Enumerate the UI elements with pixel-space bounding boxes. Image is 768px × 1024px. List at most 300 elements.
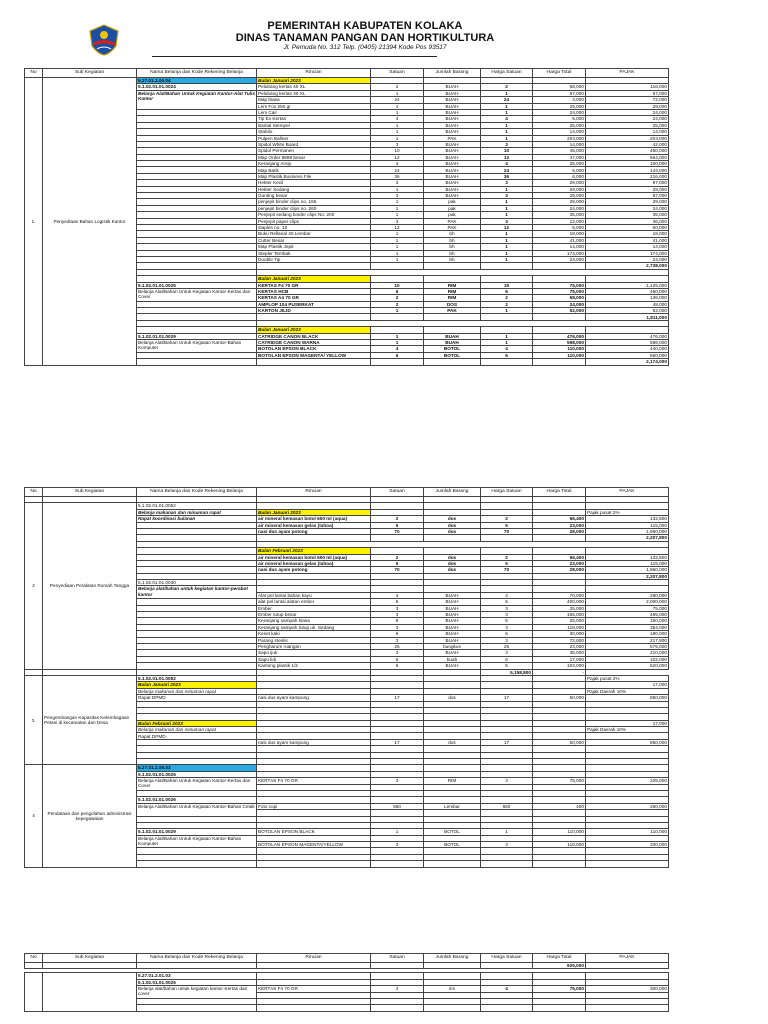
row-pajak: 75,000	[586, 605, 669, 611]
col-sub-kegiatan: Sub Kegiatan	[43, 488, 137, 497]
row-harga-total: 75,000	[533, 986, 586, 992]
row-harga-total: 3,000	[533, 97, 586, 103]
row-pajak: 2,738,000	[586, 263, 669, 269]
row-pajak	[586, 861, 669, 867]
row-jumlah	[424, 861, 481, 867]
row-nama-belanja: Belanja makanan dan minuman rapat	[137, 688, 257, 694]
row-pajak: 1,960,000	[586, 567, 669, 573]
row-pajak: 2,000,000	[586, 599, 669, 605]
row-pajak: 60,000	[586, 224, 669, 230]
col-jumlah-barang: Jumlah Barang	[424, 69, 481, 78]
row-nama-belanja: 5.1.02.01.01.0026	[137, 797, 257, 803]
row-jumlah: BUAH	[424, 148, 481, 154]
row-harga-satuan: 1	[481, 103, 533, 109]
row-harga-total: 24,000	[533, 256, 586, 262]
row-nama-belanja: Bulan Januari 2023	[137, 682, 257, 688]
row-pajak: 41,000	[586, 237, 669, 243]
row-harga-total: 14,000	[533, 141, 586, 147]
row-rincian: nasi dus ayam potong	[257, 567, 371, 573]
row-harga-total: 400,000	[533, 599, 586, 605]
col-rincian: Rincian	[257, 954, 371, 963]
row-pajak: 575,000	[586, 643, 669, 649]
row-harga-total: 25,000	[533, 122, 586, 128]
row-rincian: Bantal Stempel	[257, 122, 371, 128]
row-rincian: alat pel lantai alatan ember	[257, 599, 371, 605]
row-sub-kegiatan: Penyediaan Bahan Logistik Kantor	[43, 78, 137, 366]
row-rincian: Bulan Januari 2023	[257, 276, 371, 282]
row-harga-satuan: 1	[481, 256, 533, 262]
col-rincian: Rincian	[257, 488, 371, 497]
row-rincian: Lem Cair	[257, 109, 371, 115]
row-rincian: Lem Fox 250 gr	[257, 103, 371, 109]
row-harga-satuan: 10	[481, 148, 533, 154]
row-pajak: Pajak Daerah 10%	[586, 727, 669, 733]
row-harga-total: 598,000	[533, 340, 586, 346]
row-satuan: 5	[371, 599, 424, 605]
row-pajak: 24,000	[586, 116, 669, 122]
row-satuan: 1	[371, 212, 424, 218]
row-satuan: 3	[371, 605, 424, 611]
row-pajak: 132,800	[586, 554, 669, 560]
row-harga-satuan: 3	[481, 612, 533, 618]
row-harga-total: 75,000	[533, 282, 586, 288]
row-jumlah: pak	[424, 212, 481, 218]
row-satuan: 3	[371, 650, 424, 656]
row-harga-total: 68,000	[533, 295, 586, 301]
row-harga-total: 28,000	[533, 567, 586, 573]
row-rincian: air mineral kemasan botol 600 ml (aqua)	[257, 516, 371, 522]
row-pajak: 440,000	[586, 346, 669, 352]
row-satuan: 1	[371, 256, 424, 262]
row-pajak: 35,000	[586, 212, 669, 218]
row-jumlah: pak	[424, 205, 481, 211]
row-rincian: BOTOLAN EPSON BLACK	[257, 346, 371, 352]
row-jumlah: BUAH	[424, 161, 481, 167]
row-harga-total: 29,000	[533, 103, 586, 109]
row-satuan: 1	[371, 186, 424, 192]
row-harga-total: 72,600	[533, 637, 586, 643]
row-harga-satuan: 1	[481, 90, 533, 96]
row-satuan: 5	[371, 560, 424, 566]
row-nama-belanja: Belanja makanan dan minuman rapat	[137, 727, 257, 733]
row-jumlah: BUAH	[424, 173, 481, 179]
row-satuan: 1	[371, 237, 424, 243]
row-satuan: 1	[371, 135, 424, 141]
row-jumlah: BUAH	[424, 340, 481, 346]
row-satuan: 70	[371, 567, 424, 573]
row-rincian: Bulan Februari 2023	[257, 548, 371, 554]
row-jumlah: BUAH	[424, 599, 481, 605]
row-harga-satuan: 4	[481, 346, 533, 352]
row-satuan: 10	[371, 148, 424, 154]
budget-table-2	[24, 487, 669, 868]
row-jumlah: BUAH	[424, 129, 481, 135]
row-jumlah: Lembar	[424, 803, 481, 809]
row-jumlah: rim	[424, 986, 481, 992]
row-jumlah	[424, 359, 481, 365]
row-harga-total: 110,000	[533, 842, 586, 848]
row-rincian: KERTAS A4 70 GR	[257, 295, 371, 301]
row-harga-total: 25,000	[533, 618, 586, 624]
row-nama-belanja: 5.1.02.01.01.0052	[137, 503, 257, 509]
row-pajak: 18,000	[586, 231, 669, 237]
row-harga-satuan: 1	[481, 212, 533, 218]
col-no: No	[25, 954, 43, 963]
row-jumlah: RIM	[424, 288, 481, 294]
row-nama-belanja	[137, 359, 257, 365]
col-jumlah-barang: Jumlah Barang	[424, 488, 481, 497]
letterhead	[0, 0, 768, 66]
col-nama-belanja: Nama Belanja dan Kode Rekening Belanja	[137, 69, 257, 78]
row-satuan: 1	[371, 205, 424, 211]
row-pajak: 203,000	[586, 135, 669, 141]
row-rincian: Cutter Besar	[257, 237, 371, 243]
row-pajak: Pajak Daerah 10%	[586, 688, 669, 694]
col-pajak: PAJAK	[586, 69, 669, 78]
row-rincian: KARTON JILID	[257, 308, 371, 314]
row-pajak: 29,000	[586, 186, 669, 192]
col-rincian: Rincian	[257, 69, 371, 78]
row-jumlah: BUAH	[424, 90, 481, 96]
row-harga-total: 110,000	[533, 346, 586, 352]
row-satuan: 3	[371, 193, 424, 199]
row-harga-total: 14,000	[533, 244, 586, 250]
row-pajak: 1,811,000	[586, 314, 669, 320]
row-satuan: 5	[371, 663, 424, 669]
row-harga-total	[533, 861, 586, 867]
row-rincian: BOTOLAN EPSON BLACK	[257, 829, 371, 835]
row-harga-satuan: 3	[481, 842, 533, 848]
row-rincian: Penjepit sedang binder clips No. 200	[257, 212, 371, 218]
row-rincian: Pengharum ruangan	[257, 643, 371, 649]
row-rincian: Stabilo	[257, 129, 371, 135]
row-pajak: 72,000	[586, 97, 669, 103]
budget-table-1	[24, 68, 669, 366]
row-harga-satuan: 4	[481, 592, 533, 598]
row-harga-satuan	[481, 359, 533, 365]
row-rincian: Hekter Sedang	[257, 186, 371, 192]
row-pajak: 24,000	[586, 256, 669, 262]
row-jumlah: bh	[424, 244, 481, 250]
row-pajak: 564,000	[586, 154, 669, 160]
letterhead-rule	[152, 56, 437, 57]
row-satuan: 4	[371, 346, 424, 352]
row-harga-total: 66,400	[533, 516, 586, 522]
row-satuan: 1	[371, 829, 424, 835]
row-satuan: 12	[371, 154, 424, 160]
col-pajak: PAJAK	[586, 954, 669, 963]
row-rincian	[257, 1005, 371, 1011]
row-harga-satuan: 24	[481, 167, 533, 173]
row-satuan: 6	[371, 288, 424, 294]
row-harga-satuan: 12	[481, 224, 533, 230]
row-harga-satuan: 3	[481, 624, 533, 630]
header-row	[25, 488, 669, 497]
row-jumlah: PAK	[424, 224, 481, 230]
row-pajak: 225,000	[586, 778, 669, 784]
row-harga-total: 23,000	[533, 522, 586, 528]
row-pajak: 217,800	[586, 637, 669, 643]
row-harga-total: 66,400	[533, 554, 586, 560]
row-no: 3.	[25, 675, 43, 764]
row-harga-satuan: 1	[481, 186, 533, 192]
row-harga-satuan: 2	[481, 301, 533, 307]
row-rincian: Tip Ex Kertas	[257, 116, 371, 122]
row-harga-satuan: 3	[481, 193, 533, 199]
col-jumlah-barang: Jumlah Barang	[424, 954, 481, 963]
row-pajak: 144,000	[586, 167, 669, 173]
row-rincian: staples no. 10	[257, 224, 371, 230]
row-satuan: 25	[371, 643, 424, 649]
row-jumlah	[424, 1005, 481, 1011]
row-harga-total: 5,000	[533, 224, 586, 230]
row-jumlah: bungkus	[424, 643, 481, 649]
row-pajak: 116,000	[586, 84, 669, 90]
row-rincian: penjepit binder clips no. 260	[257, 205, 371, 211]
row-jumlah: BOTOL	[424, 842, 481, 848]
row-jumlah: bh	[424, 231, 481, 237]
row-satuan: 70	[371, 528, 424, 534]
row-satuan: 2	[371, 84, 424, 90]
row-pajak: 598,000	[586, 340, 669, 346]
row-pajak: 42,000	[586, 141, 669, 147]
row-pajak: 87,000	[586, 193, 669, 199]
row-harga-total	[533, 359, 586, 365]
row-no: 4	[25, 765, 43, 867]
row-satuan: 1	[371, 333, 424, 339]
row-harga-total: 24,000	[533, 109, 586, 115]
row-rincian: Map Plastik Business File	[257, 173, 371, 179]
row-pajak: 29,000	[586, 199, 669, 205]
col-harga-satuan: Harga Satuan	[481, 488, 533, 497]
row-jumlah: BUAH	[424, 618, 481, 624]
row-harga-satuan: 3	[481, 778, 533, 784]
row-harga-total: 6,000	[533, 116, 586, 122]
row-harga-total: 925,000	[533, 963, 586, 969]
row-jumlah: BUAH	[424, 103, 481, 109]
row-jumlah: PAK	[424, 218, 481, 224]
row-harga-satuan: 12	[481, 154, 533, 160]
row-harga-satuan: 1	[481, 340, 533, 346]
table-cell: -	[533, 669, 586, 675]
row-harga-satuan: 2	[481, 554, 533, 560]
row-satuan: 1	[371, 122, 424, 128]
row-satuan: 1	[371, 340, 424, 346]
row-harga-satuan: 70	[481, 528, 533, 534]
row-satuan: 3	[371, 180, 424, 186]
row-jumlah: BUAH	[424, 116, 481, 122]
row-jumlah: BUAH	[424, 122, 481, 128]
row-harga-total: 174,000	[533, 250, 586, 256]
letterhead-government: PEMERINTAH KABUPATEN KOLAKA	[267, 20, 463, 32]
row-pajak: 2,207,800	[586, 535, 669, 541]
row-harga-satuan: 3	[481, 218, 533, 224]
row-jumlah: PAK	[424, 135, 481, 141]
row-nama-belanja: 5.1.02.01.01.0029	[137, 829, 257, 835]
row-satuan: 1	[371, 244, 424, 250]
row-harga-satuan: 24	[481, 97, 533, 103]
row-jumlah: BUAH	[424, 167, 481, 173]
row-satuan: 3	[371, 218, 424, 224]
row-harga-total: 476,000	[533, 333, 586, 339]
col-harga-total: Harga Total	[533, 488, 586, 497]
row-jumlah: BUAH	[424, 193, 481, 199]
row-harga-total: 35,000	[533, 212, 586, 218]
row-rincian: Map Plastik Jepit	[257, 244, 371, 250]
row-satuan: 4	[371, 986, 424, 992]
kolaka-emblem-icon	[88, 24, 120, 56]
row-nama-belanja: 5.27.01.2.05.03	[137, 765, 257, 771]
row-satuan: 2	[371, 295, 424, 301]
row-jumlah: bh	[424, 256, 481, 262]
row-harga-satuan	[481, 861, 533, 867]
row-pajak: 24,000	[586, 205, 669, 211]
row-harga-satuan: 1	[481, 231, 533, 237]
row-rincian: Sapu ijuk	[257, 650, 371, 656]
row-harga-satuan: 1	[481, 135, 533, 141]
row-harga-satuan: 1	[481, 237, 533, 243]
row-harga-satuan: 5	[481, 560, 533, 566]
row-satuan: 3	[371, 612, 424, 618]
row-jumlah: BUAH	[424, 180, 481, 186]
row-nama-belanja	[137, 1005, 257, 1011]
row-harga-total: 18,000	[533, 231, 586, 237]
row-pajak	[586, 1005, 669, 1011]
row-nama-belanja: 5.1.02.01.01.0025	[137, 979, 257, 985]
row-harga-total: 30,000	[533, 631, 586, 637]
row-harga-total: 75,000	[533, 288, 586, 294]
row-rincian: Alat pel lantai bahan kayu	[257, 592, 371, 598]
row-harga-total: 24,000	[533, 205, 586, 211]
row-jumlah: PAK	[424, 308, 481, 314]
row-harga-satuan: 4	[481, 161, 533, 167]
row-satuan: 5	[371, 522, 424, 528]
row-jumlah: BUAH	[424, 650, 481, 656]
row-no: 2	[25, 503, 43, 669]
row-nama-belanja: Bulan Februari 2023	[137, 720, 257, 726]
row-satuan: 6	[371, 631, 424, 637]
row-rincian: nasi dus ayam potong	[257, 528, 371, 534]
row-no: 1.	[25, 78, 43, 366]
row-rincian: AMPLOP 104 PUSERKAT	[257, 301, 371, 307]
row-harga-total: 45,000	[533, 148, 586, 154]
row-satuan: 2	[371, 516, 424, 522]
row-nama-belanja: Belanja Alat/Bahan Untuk Kegiatan Kantor-Kertas dan Cover	[137, 288, 257, 301]
row-jumlah: BUAH	[424, 109, 481, 115]
row-jumlah: DOS	[424, 301, 481, 307]
row-rincian: Keset kaki	[257, 631, 371, 637]
row-jumlah: dos	[424, 516, 481, 522]
row-nama-belanja: 5.1.02.01.01.0025	[137, 282, 257, 288]
header-row	[25, 954, 669, 963]
row-rincian: BOTOLAN EPSON MAGENTA/ YELLOW	[257, 352, 371, 358]
row-pajak: 300,000	[586, 986, 669, 992]
row-harga-satuan: 1	[481, 109, 533, 115]
row-harga-total: 23,000	[533, 560, 586, 566]
letterhead-agency: DINAS TANAMAN PANGAN DAN HORTIKULTURA	[235, 32, 495, 44]
row-rincian: Map biasa	[257, 97, 371, 103]
row-pajak: 17,000	[586, 682, 669, 688]
row-satuan: 3	[371, 637, 424, 643]
row-nama-belanja: 5.1.02.01.01.0025	[137, 771, 257, 777]
row-harga-total: 29,000	[533, 186, 586, 192]
row-jumlah: dos	[424, 528, 481, 534]
row-rincian: KERTAS F4 70 GR	[257, 986, 371, 992]
row-sub-kegiatan: Penyediaan Peralatan Rumah Tangga	[43, 503, 137, 669]
row-harga-satuan: 4	[481, 116, 533, 122]
row-nama-belanja: Belanja makanan dan minuman rapat	[137, 509, 257, 515]
row-pajak: 330,000	[586, 842, 669, 848]
row-rincian: Hekter Kecil	[257, 180, 371, 186]
row-harga-satuan: 3	[481, 605, 533, 611]
row-satuan: 1	[371, 231, 424, 237]
row-jumlah: BUAH	[424, 631, 481, 637]
row-rincian: KERTAS F4 70 GR	[257, 282, 371, 288]
row-rincian: Keranjang sampah tutup uk. Sedang	[257, 624, 371, 630]
row-rincian: nasi dus ayam kampung	[257, 739, 371, 745]
row-jumlah: RIM	[424, 295, 481, 301]
col-harga-satuan: Harga Satuan	[481, 954, 533, 963]
row-harga-total: 14,000	[533, 129, 586, 135]
row-harga-satuan: 6	[481, 631, 533, 637]
row-harga-total: 110,000	[533, 352, 586, 358]
row-harga-total: 400	[533, 803, 586, 809]
row-jumlah: BUAH	[424, 186, 481, 192]
row-harga-satuan: 1	[481, 244, 533, 250]
row-harga-total: 165,000	[533, 612, 586, 618]
row-harga-total: 57,000	[533, 90, 586, 96]
row-jumlah: BUAH	[424, 624, 481, 630]
row-pajak: 660,000	[586, 352, 669, 358]
col-satuan: Satuan	[371, 954, 424, 963]
row-pajak: 14,000	[586, 244, 669, 250]
row-nama-belanja: Rapat DPMD	[137, 695, 257, 701]
row-nama-belanja: 5.1.02.01.01.0052	[137, 675, 257, 681]
row-rincian: Keranjang Arsip	[257, 161, 371, 167]
row-pajak: 495,000	[586, 612, 669, 618]
row-satuan: 6	[371, 618, 424, 624]
row-pajak: 2,174,000	[586, 359, 669, 365]
row-jumlah: BOTOL	[424, 346, 481, 352]
row-satuan: 17	[371, 739, 424, 745]
row-jumlah: BUAH	[424, 637, 481, 643]
row-satuan: 3	[371, 141, 424, 147]
row-pajak: 87,000	[586, 180, 669, 186]
row-harga-total	[533, 1005, 586, 1011]
row-harga-satuan: 4	[481, 986, 533, 992]
row-nama-belanja: Belanja Alat/Bahan Untuk Kegiatan Kantor-Kertas dan Cover	[137, 778, 257, 791]
row-pajak: 210,000	[586, 650, 669, 656]
row-rincian: Spidol Permanen	[257, 148, 371, 154]
row-pajak: 1,125,000	[586, 282, 669, 288]
col-satuan: Satuan	[371, 488, 424, 497]
row-nama-belanja: Belanja alat/bahan untuk kegiatan kantor-perabot kantor	[137, 586, 257, 599]
row-pajak: 36,000	[586, 218, 669, 224]
row-harga-total: 118,000	[533, 624, 586, 630]
row-sub-kegiatan: Pengembangan Kapasitas Kelembagaan Petani di kecamatan dan Desa	[43, 675, 137, 764]
row-harga-satuan: 1	[481, 250, 533, 256]
row-pajak: 102,000	[586, 656, 669, 662]
row-satuan: 36	[371, 173, 424, 179]
col-harga-total: Harga Total	[533, 69, 586, 78]
row-satuan: 2	[371, 554, 424, 560]
row-satuan: 4	[371, 116, 424, 122]
col-harga-satuan: Harga Satuan	[481, 69, 533, 78]
row-nama-belanja: 5.1.02.01.01.0024	[137, 84, 257, 90]
row-jumlah: dos	[424, 554, 481, 560]
row-harga-satuan: 15	[481, 282, 533, 288]
row-harga-satuan: 1	[481, 333, 533, 339]
